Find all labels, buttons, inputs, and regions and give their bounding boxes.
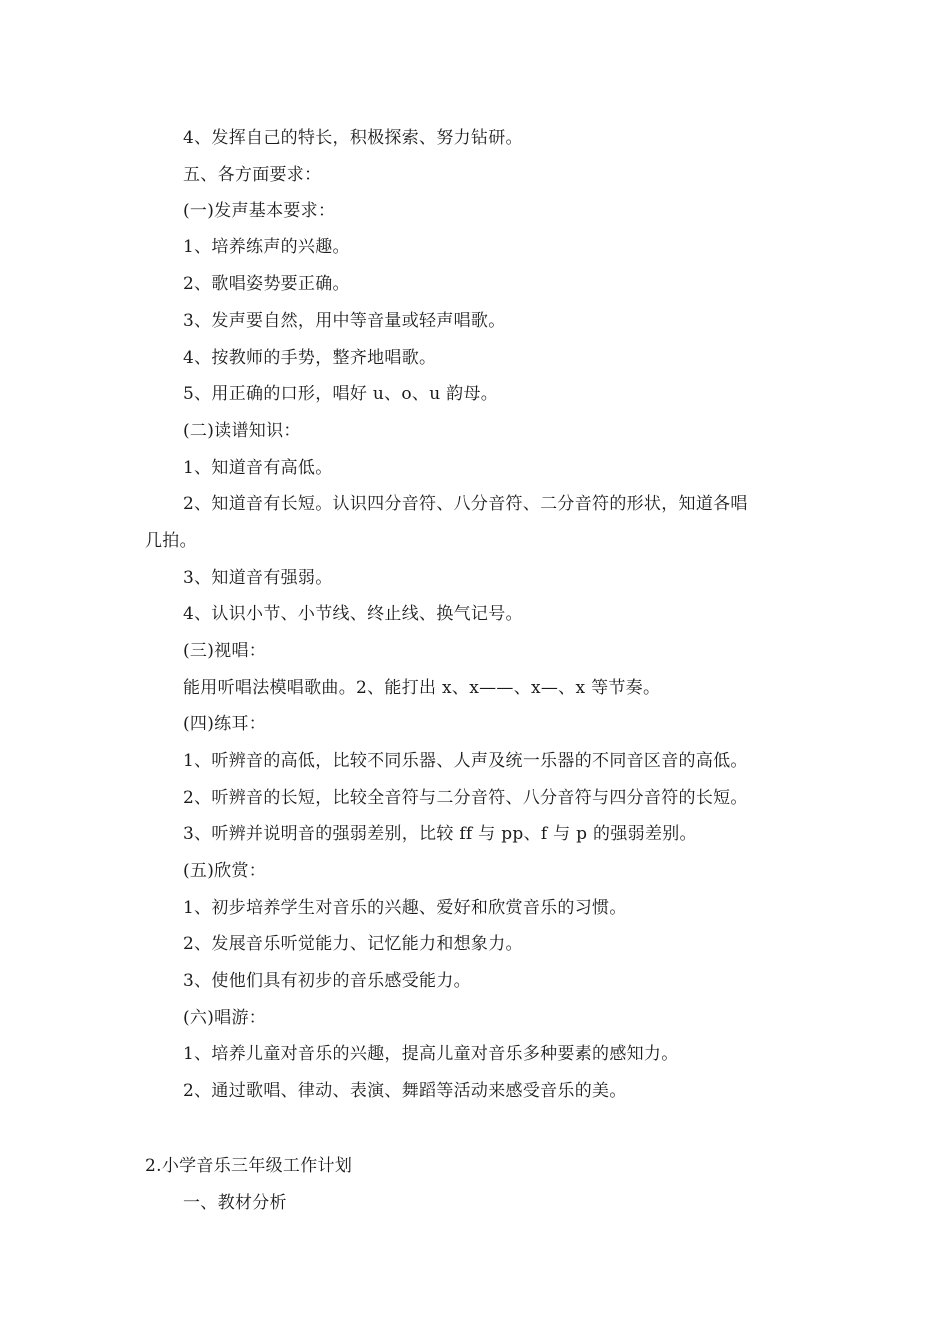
subheading-music-games: (六)唱游： — [183, 1008, 267, 1028]
paragraph-line: 3、发声要自然，用中等音量或轻声唱歌。 — [183, 311, 506, 331]
subheading-notation: (二)读谱知识： — [183, 421, 301, 441]
paragraph-line: 1、培养练声的兴趣。 — [183, 237, 350, 257]
paragraph-line: 1、初步培养学生对音乐的兴趣、爱好和欣赏音乐的习惯。 — [183, 898, 627, 918]
subheading-ear-training: (四)练耳： — [183, 714, 267, 734]
paragraph-line: 4、认识小节、小节线、终止线、换气记号。 — [183, 604, 523, 624]
paragraph-line: 1、培养儿童对音乐的兴趣，提高儿童对音乐多种要素的感知力。 — [183, 1044, 679, 1064]
heading-requirements: 五、各方面要求： — [183, 165, 322, 185]
section-title: 2.小学音乐三年级工作计划 — [145, 1156, 353, 1176]
paragraph-line: 能用听唱法模唱歌曲。2、能打出 x、x——、x—、x 等节奏。 — [183, 678, 661, 698]
paragraph-line: 2、听辨音的长短，比较全音符与二分音符、八分音符与四分音符的长短。 — [183, 788, 748, 808]
paragraph-line: 3、使他们具有初步的音乐感受能力。 — [183, 971, 471, 991]
section-subtitle: 一、教材分析 — [183, 1193, 287, 1213]
paragraph-line: 2、发展音乐听觉能力、记忆能力和想象力。 — [183, 934, 523, 954]
paragraph-line: 2、通过歌唱、律动、表演、舞蹈等活动来感受音乐的美。 — [183, 1081, 627, 1101]
subheading-appreciation: (五)欣赏： — [183, 861, 267, 881]
subheading-vocal: (一)发声基本要求： — [183, 201, 336, 221]
paragraph-line: 1、听辨音的高低，比较不同乐器、人声及统一乐器的不同音区音的高低。 — [183, 751, 748, 771]
paragraph-line: 5、用正确的口形，唱好 u、o、u 韵母。 — [183, 384, 499, 404]
paragraph-line: 3、知道音有强弱。 — [183, 568, 333, 588]
paragraph-line: 1、知道音有高低。 — [183, 458, 333, 478]
paragraph-line: 2、知道音有长短。认识四分音符、八分音符、二分音符的形状，知道各唱 — [183, 494, 748, 514]
paragraph-line: 2、歌唱姿势要正确。 — [183, 274, 350, 294]
paragraph-line-continued: 几拍。 — [145, 531, 197, 551]
paragraph-line: 4、按教师的手势，整齐地唱歌。 — [183, 348, 437, 368]
paragraph-line: 3、听辨并说明音的强弱差别，比较 ff 与 pp、f 与 p 的强弱差别。 — [183, 824, 697, 844]
subheading-sightsinging: (三)视唱： — [183, 641, 267, 661]
paragraph-line: 4、发挥自己的特长，积极探索、努力钻研。 — [183, 128, 523, 148]
